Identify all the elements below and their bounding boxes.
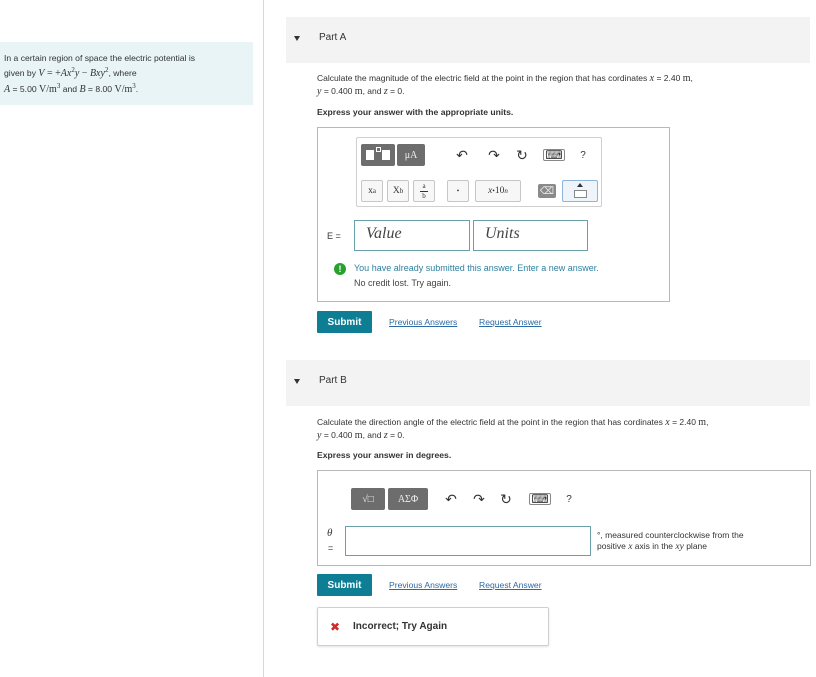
help-icon[interactable]: ? <box>566 493 572 505</box>
collapse-caret-icon[interactable] <box>294 36 300 41</box>
result-text: Incorrect; Try Again <box>353 621 448 632</box>
part-b-request-answer-link[interactable]: Request Answer <box>479 580 542 590</box>
keyboard-icon[interactable]: ⌨ <box>543 149 565 161</box>
intro-line-1: In a certain region of space the electric potential is <box>4 53 196 63</box>
theta-label: θ <box>327 527 333 539</box>
units-input[interactable]: Units <box>473 220 588 251</box>
intro-line-2: given by $V = +Ax^2y - Bxy^2$, where <box>4 66 137 79</box>
templates-button[interactable] <box>361 144 395 166</box>
column-divider <box>263 0 264 677</box>
scientific-notation-button[interactable]: x • 10 n <box>475 180 521 202</box>
fraction-button[interactable]: a b <box>413 180 435 202</box>
template-box-icon <box>366 150 374 160</box>
multiply-dot-button[interactable]: • <box>447 180 469 202</box>
keyboard-toggle-button[interactable] <box>562 180 598 202</box>
undo-icon[interactable]: ↶ <box>456 146 468 163</box>
keyboard-small-icon <box>574 190 587 198</box>
collapse-caret-icon[interactable] <box>294 379 300 384</box>
part-a-header[interactable] <box>286 17 810 63</box>
math-toolbar <box>356 137 602 207</box>
value-input[interactable]: Value <box>354 220 470 251</box>
superscript-button[interactable]: x a <box>361 180 383 202</box>
template-small-box-icon <box>376 147 381 152</box>
greek-letters-button[interactable]: ΑΣΦ <box>388 488 428 510</box>
part-a-question: Calculate the magnitude of the electric field at the point in the region that has cordinates x = 2.40 m, y = 0.400 m, and z = 0. <box>317 73 693 97</box>
part-b-submit-button[interactable]: Submit <box>317 574 372 596</box>
delete-icon[interactable]: ⌫ <box>539 185 555 197</box>
incorrect-x-icon: ✖ <box>330 620 341 634</box>
keyboard-icon[interactable]: ⌨ <box>529 493 551 505</box>
reset-icon[interactable]: ↻ <box>500 490 512 507</box>
part-a-title: Part A <box>319 32 347 43</box>
equals-label: = <box>328 543 334 553</box>
e-label: E = <box>327 231 341 241</box>
part-a-answer-box <box>317 127 670 302</box>
part-b-answer-box <box>317 470 811 566</box>
angle-input[interactable] <box>345 526 591 556</box>
part-b-previous-answers-link[interactable]: Previous Answers <box>389 580 458 590</box>
undo-icon[interactable]: ↶ <box>445 490 457 507</box>
template-box-icon <box>382 150 390 160</box>
templates-sqrt-button[interactable]: √□ <box>351 488 385 510</box>
info-icon: ! <box>334 263 346 275</box>
part-b-title: Part B <box>319 375 347 386</box>
units-mu-a-button[interactable]: μA <box>397 144 425 166</box>
part-a-previous-answers-link[interactable]: Previous Answers <box>389 317 458 327</box>
part-b-question: Calculate the direction angle of the electric field at the point in the region that has cordinates x = 2.40 m, y = 0.400 m, and z = 0. <box>317 417 709 441</box>
part-b-header[interactable] <box>286 360 810 406</box>
part-b-instruction: Express your answer in degrees. <box>317 450 452 460</box>
reset-icon[interactable]: ↻ <box>516 146 528 163</box>
part-a-request-answer-link[interactable]: Request Answer <box>479 317 542 327</box>
result-card <box>317 607 549 646</box>
help-icon[interactable]: ? <box>580 149 586 161</box>
feedback-detail: No credit lost. Try again. <box>354 278 452 288</box>
redo-icon[interactable]: ↷ <box>488 146 500 163</box>
caret-up-icon <box>577 183 583 187</box>
redo-icon[interactable]: ↷ <box>473 490 485 507</box>
intro-line-3: A = 5.00 $V/m^3$ and B = 8.00 $V/m^3$. <box>4 81 139 95</box>
part-a-submit-button[interactable]: Submit <box>317 311 372 333</box>
problem-intro <box>0 42 253 105</box>
feedback-message: You have already submitted this answer. Enter a new answer. <box>354 263 599 273</box>
subscript-button[interactable]: X b <box>387 180 409 202</box>
angle-suffix: °, measured counterclockwise from the positive x axis in the xy plane <box>597 530 744 552</box>
part-a-instruction: Express your answer with the appropriate units. <box>317 107 514 117</box>
